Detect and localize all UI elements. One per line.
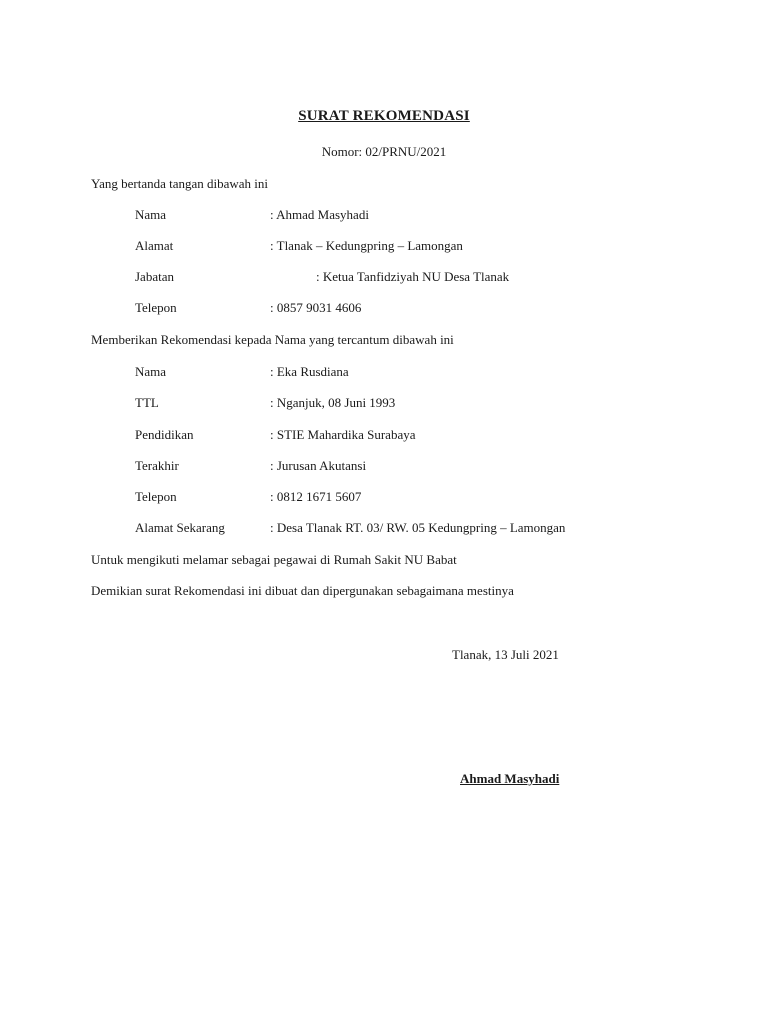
signer-name: Ahmad Masyhadi (460, 771, 560, 786)
signatory-position-label: Jabatan (135, 269, 174, 284)
recipient-address-label: Alamat Sekarang (135, 520, 225, 535)
recipient-last-education-label: Terakhir (135, 458, 179, 473)
signatory-position-value: : Ketua Tanfidziyah NU Desa Tlanak (316, 269, 510, 284)
recipient-last-education-value: : Jurusan Akutansi (270, 458, 367, 473)
recipient-address-value: : Desa Tlanak RT. 03/ RW. 05 Kedungpring – Lamongan (270, 520, 566, 535)
signatory-phone-value: : 0857 9031 4606 (270, 300, 362, 315)
signatory-phone-label: Telepon (135, 300, 177, 315)
signatory-address-label: Alamat (135, 238, 174, 253)
recipient-phone-label: Telepon (135, 489, 177, 504)
recipient-birth-value: : Nganjuk, 08 Juni 1993 (270, 395, 396, 410)
recipient-education-value: : STIE Mahardika Surabaya (270, 427, 416, 442)
closing-text: Demikian surat Rekomendasi ini dibuat dan dipergunakan sebagaimana mestinya (91, 583, 514, 598)
recommend-intro-text: Memberikan Rekomendasi kepada Nama yang tercantum dibawah ini (91, 332, 454, 347)
recipient-phone-value: : 0812 1671 5607 (270, 489, 362, 504)
letter-title: SURAT REKOMENDASI (298, 108, 470, 124)
recipient-education-label: Pendidikan (135, 427, 194, 442)
signatory-address-value: : Tlanak – Kedungpring – Lamongan (270, 238, 463, 253)
recipient-birth-label: TTL (135, 395, 159, 410)
recipient-name-label: Nama (135, 364, 167, 379)
intro-text: Yang bertanda tangan dibawah ini (91, 176, 269, 191)
signatory-name-value: : Ahmad Masyhadi (270, 207, 369, 222)
letter-number: Nomor: 02/PRNU/2021 (321, 144, 447, 159)
purpose-text: Untuk mengikuti melamar sebagai pegawai di Rumah Sakit NU Babat (91, 552, 457, 567)
recipient-name-value: : Eka Rusdiana (270, 364, 349, 379)
place-date: Tlanak, 13 Juli 2021 (452, 647, 559, 662)
signatory-name-label: Nama (135, 207, 167, 222)
